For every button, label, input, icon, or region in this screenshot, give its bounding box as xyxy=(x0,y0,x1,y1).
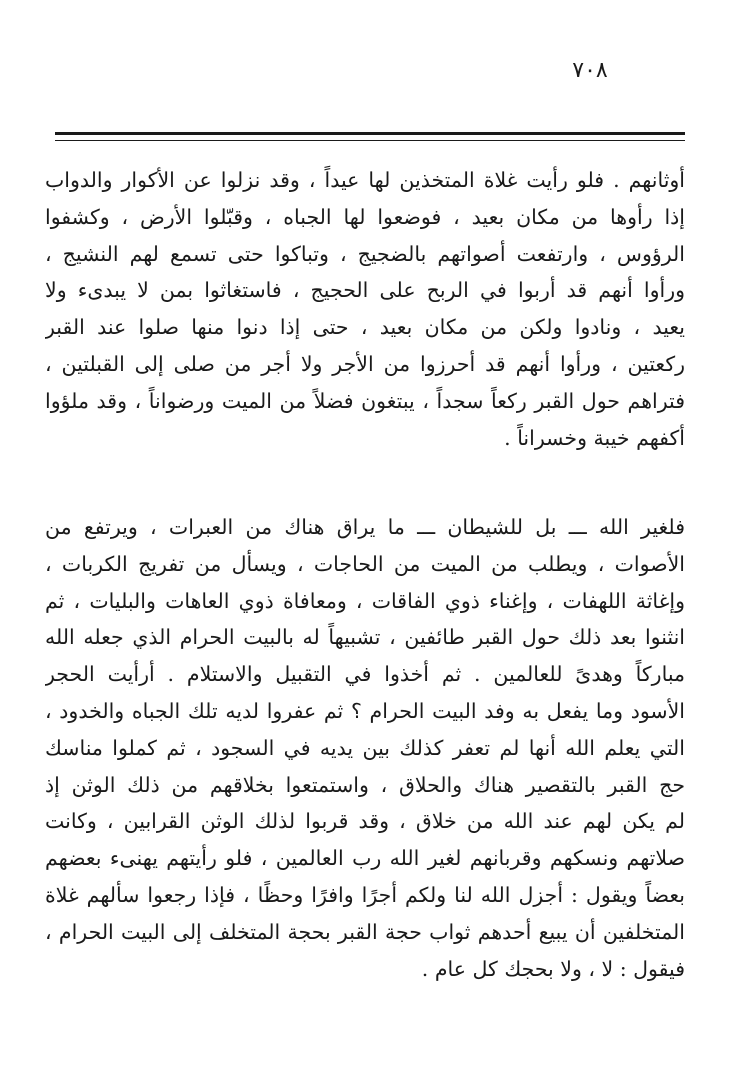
paragraph-line: الأصوات ، ويطلب من الميت من الحاجات ، ويسأل من تفريج الكربات ، xyxy=(45,551,685,576)
paragraph-line: التي يعلم الله أنها لم تعفر كذلك بين يديه في السجود ، ثم كملوا مناسك xyxy=(45,735,685,760)
paragraph-line: الأسود وما يفعل به وفد البيت الحرام ؟ ثم عفروا لديه تلك الجباه والخدود ، xyxy=(45,698,685,723)
paragraph-2 xyxy=(45,509,685,987)
paragraph-line: المتخلفين أن يبيع أحدهم ثواب حجة القبر بحجة المتخلف إلى البيت الحرام ، xyxy=(45,919,685,944)
page-number: ٧٠٨ xyxy=(572,58,608,83)
paragraph-line: أوثانهم . فلو رأيت غلاة المتخذين لها عيداً ، وقد نزلوا عن الأكوار والدواب xyxy=(45,168,685,192)
paragraph-line: الرؤوس ، وارتفعت أصواتهم بالضجيج ، وتباكوا حتى تسمع لهم النشيج ، xyxy=(45,241,685,266)
paragraph-line: مباركاً وهدىً للعالمين . ثم أخذوا في التقبيل والاستلام . أرأيت الحجر xyxy=(45,662,685,687)
paragraph-line: لم يكن لهم عند الله من خلاق ، وقد قربوا لذلك الوثن القرابين ، وكانت xyxy=(45,809,685,834)
paragraph-1 xyxy=(45,162,685,456)
paragraph-line: فلغير الله ـــ بل للشيطان ـــ ما يراق هناك من العبرات ، ويرتفع من xyxy=(45,515,685,539)
paragraph-line: بعضاً ويقول : أجزل الله لنا ولكم أجرًا وافرًا وحظًا ، فإذا رجعوا سألهم غلاة xyxy=(45,882,685,907)
paragraph-line: إذا رأوها من مكان بعيد ، فوضعوا لها الجباه ، وقبّلوا الأرض ، وكشفوا xyxy=(45,204,685,229)
paragraph-line: ركعتين ، ورأوا أنهم قد أحرزوا من الأجر ولا أجر من صلى إلى القبلتين ، xyxy=(45,351,685,376)
paragraph-line: صلاتهم ونسكهم وقربانهم لغير الله رب العالمين ، فلو رأيتهم يهنىء بعضهم xyxy=(45,846,685,871)
paragraph-line: فيقول : لا ، ولا بحجك كل عام . xyxy=(421,956,685,981)
paragraph-line: انثنوا بعد ذلك حول القبر طائفين ، تشبيهاً له بالبيت الحرام الذي جعله الله xyxy=(45,625,685,650)
paragraph-line: وإغاثة اللهفات ، وإغناء ذوي الفاقات ، ومعافاة ذوي العاهات والبليات ، ثم xyxy=(45,588,685,613)
header-rule-thin xyxy=(55,140,685,141)
paragraph-line: أكفهم خيبة وخسراناً . xyxy=(504,425,685,450)
header-rule-thick xyxy=(55,132,685,135)
paragraph-line: ورأوا أنهم قد أربوا في الربح على الحجيج ، فاستغاثوا بمن لا يبدىء ولا xyxy=(45,278,685,303)
paragraph-line: فتراهم حول القبر ركعاً سجداً ، يبتغون فضلاً من الميت ورضواناً ، وقد ملؤوا xyxy=(45,388,685,413)
paragraph-line: حج القبر بالتقصير هناك والحلاق ، واستمتعوا بخلاقهم من ذلك الوثن إذ xyxy=(45,772,685,797)
paragraph-line: يعيد ، ونادوا ولكن من مكان بعيد ، حتى إذا دنوا منها صلوا عند القبر xyxy=(45,315,685,340)
